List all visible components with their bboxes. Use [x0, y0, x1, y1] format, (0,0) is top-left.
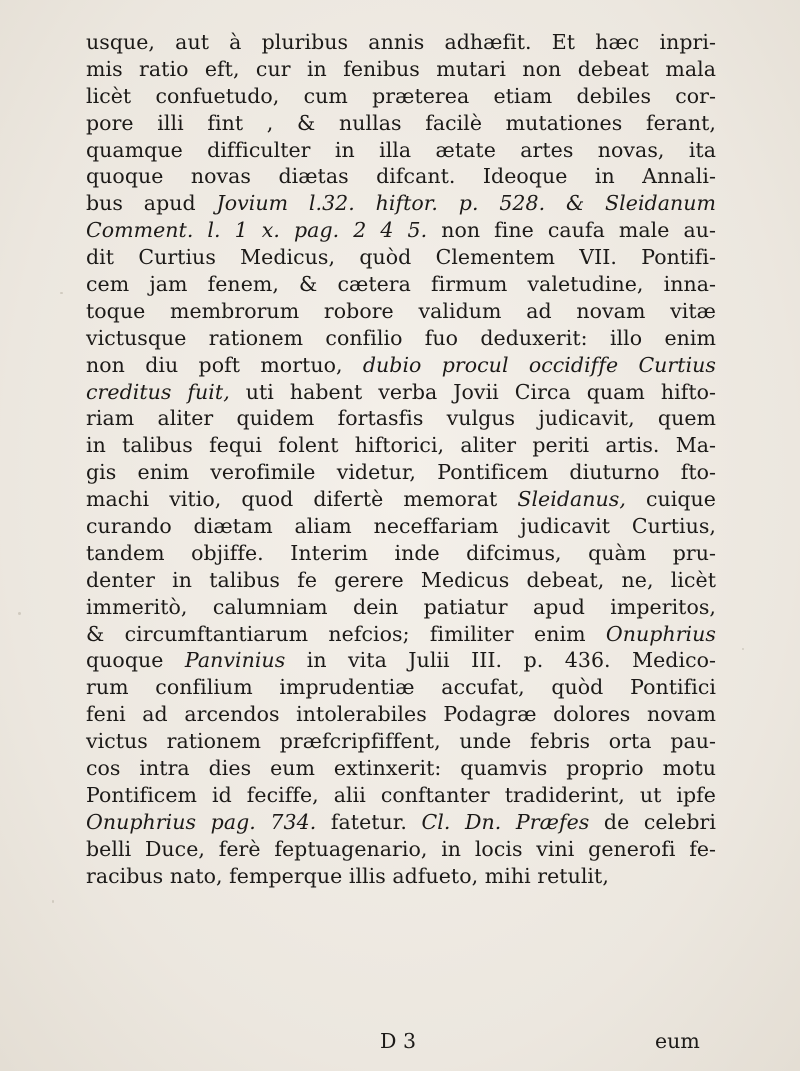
text-line: [86, 271, 716, 298]
text-segment: licèt confuetudo, cum præterea etiam debiles cor-: [86, 83, 716, 108]
text-segment: rum confilium imprudentiæ accufat, quòd Pontifici: [86, 675, 716, 700]
text-segment: toque membrorum robore validum ad novam vitæ: [86, 298, 716, 323]
text-segment: fatetur.: [316, 809, 422, 834]
page-footer: [0, 1029, 800, 1057]
text-segment: quamque difficulter in illa ætate artes novas, ita: [86, 137, 716, 162]
text-segment: non diu poft mortuo,: [86, 352, 363, 377]
text-line: [86, 163, 716, 190]
italic-text-segment: creditus fuit,: [86, 379, 230, 404]
text-segment: uti habent verba Jovii Circa quam hifto-: [229, 379, 716, 404]
italic-text-segment: Onuphrius pag. 734.: [86, 809, 317, 834]
text-segment: curando diætam aliam neceffariam judicavit Curtius,: [86, 514, 716, 539]
text-line: [86, 352, 716, 379]
text-segment: & circumftantiarum nefcios; fimiliter enim: [86, 621, 606, 646]
text-line: [86, 190, 716, 217]
text-segment: usque, aut à pluribus annis adhæfit. Et hæc inpri-: [86, 30, 716, 54]
text-line: [86, 432, 716, 459]
text-segment: pore illi fint , & nullas facilè mutationes ferant,: [86, 110, 716, 135]
text-line: [86, 863, 716, 890]
text-line: [86, 567, 716, 594]
text-segment: in vita Julii III. p. 436. Medico-: [285, 648, 716, 673]
text-segment: tandem objiffe. Interim inde difcimus, quàm pru-: [86, 540, 716, 565]
italic-text-segment: Jovium l.32. hiftor. p. 528. & Sleidanum: [216, 191, 716, 216]
text-segment: victusque rationem confilio fuo deduxerit: illo enim: [86, 325, 716, 350]
text-line: [86, 244, 716, 271]
text-line: [86, 137, 716, 164]
text-line: [86, 647, 716, 674]
text-segment: denter in talibus fe gerere Medicus debeat, ne, licèt: [86, 567, 716, 592]
text-segment: immeritò, calumniam dein patiatur apud imperitos,: [86, 594, 716, 619]
text-segment: belli Duce, ferè feptuagenario, in locis vini generofi fe-: [86, 836, 716, 861]
text-line: [86, 674, 716, 701]
text-line: [86, 621, 716, 648]
text-segment: Pontificem id feciffe, alii conftanter tradiderint, ut ipfe: [86, 782, 716, 807]
text-segment: machi vitio, quod difertè memorat: [86, 487, 518, 512]
text-line: [86, 486, 716, 513]
text-line: [86, 701, 716, 728]
text-line: [86, 540, 716, 567]
paper-speck: [742, 648, 744, 650]
text-line: [86, 755, 716, 782]
text-segment: feni ad arcendos intolerabiles Podagræ dolores novam: [86, 702, 716, 727]
text-segment: quoque: [86, 648, 185, 673]
text-segment: dit Curtius Medicus, quòd Clementem VII. Pontifi-: [86, 245, 716, 270]
paper-speck: [52, 900, 54, 903]
text-line: [86, 809, 716, 836]
text-segment: cem jam fenem, & cætera firmum valetudine, inna-: [86, 272, 716, 297]
text-segment: bus apud: [86, 191, 217, 216]
text-line: [86, 29, 716, 56]
italic-text-segment: Comment. l. 1 x. pag. 2 4 5.: [86, 218, 428, 243]
text-line: [86, 217, 716, 244]
catchword: eum: [655, 1029, 700, 1053]
paper-speck: [18, 612, 21, 615]
text-line: [86, 110, 716, 137]
text-segment: non fine caufa male au-: [427, 218, 716, 243]
text-segment: cos intra dies eum extinxerit: quamvis proprio motu: [86, 756, 716, 781]
italic-text-segment: Onuphrius: [605, 621, 716, 646]
text-line: [86, 405, 716, 432]
text-line: [86, 836, 716, 863]
text-segment: mis ratio eft, cur in fenibus mutari non debeat mala: [86, 56, 716, 81]
italic-text-segment: Cl. Dn. Præfes: [421, 809, 590, 834]
body-text: [86, 29, 716, 890]
text-line: [86, 594, 716, 621]
italic-text-segment: Sleidanus,: [517, 487, 626, 512]
text-line: [86, 325, 716, 352]
text-line: [86, 56, 716, 83]
text-segment: victus rationem præfcripfiffent, unde febris orta pau-: [86, 729, 716, 754]
text-segment: in talibus fequi folent hiftorici, aliter periti artis. Ma-: [86, 433, 716, 458]
text-line: [86, 298, 716, 325]
text-line: [86, 782, 716, 809]
text-segment: cuique: [625, 487, 716, 512]
text-segment: quoque novas diætas difcant. Ideoque in Annali-: [86, 164, 716, 189]
text-segment: de celebri: [589, 809, 717, 834]
text-line: [86, 728, 716, 755]
text-line: [86, 83, 716, 110]
italic-text-segment: Panvinius: [184, 648, 286, 673]
signature-mark: D 3: [380, 1029, 416, 1053]
text-line: [86, 379, 716, 406]
text-segment: racibus nato, femperque illis adfueto, mihi retulit,: [86, 863, 609, 888]
text-line: [86, 459, 716, 486]
text-segment: riam aliter quidem fortasfis vulgus judicavit, quem: [86, 406, 716, 431]
text-segment: gis enim verofimile videtur, Pontificem diuturno fto-: [86, 460, 716, 485]
text-line: [86, 513, 716, 540]
paper-speck: [60, 292, 63, 294]
italic-text-segment: dubio procul occidiffe Curtius: [362, 352, 716, 377]
